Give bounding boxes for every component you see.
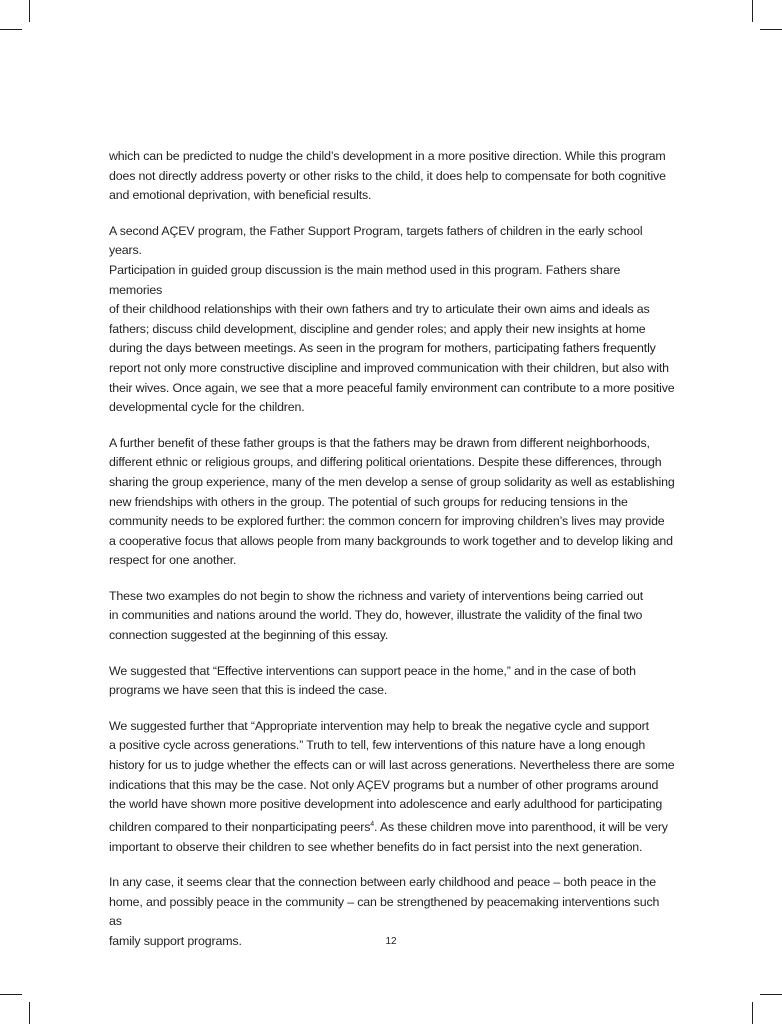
paragraph: A further benefit of these father groups is that the fathers may be drawn from different neighborhoods, different ethnic or religious groups, and differing political orientations. Despite these differences, through sharing the group experience, many of the men develop a sense of group solidarity as well as establishing new friendships with others in the group. The potential of such groups for reducing tensions in the community needs to be explored further: the common concern for improving children’s lives may provide a cooperative focus that allows people from many backgrounds to work together and to develop liking and respect for one another. <box>109 435 675 568</box>
paragraph: In any case, it seems clear that the connection between early childhood and peace – both peace in the home, and possibly peace in the community – can be strengthened by peacemaking interventions such as family support programs. <box>109 875 660 948</box>
crop-mark-bottom-right-vertical <box>752 1002 753 1024</box>
paragraph: which can be predicted to nudge the child’s development in a more positive direction. While this program does not directly address poverty or other risks to the child, it does help to compensate for both cognitive and emotional deprivation, with beneficial results. <box>109 149 666 203</box>
paragraph: These two examples do not begin to show the richness and variety of interventions being carried out in communities and nations around the world. They do, however, illustrate the validity of the final two connection suggested at the beginning of this essay. <box>109 588 644 643</box>
paragraph: A second AÇEV program, the Father Support Program, targets fathers of children in the early school years. Participation in guided group discussion is the main method used in this program. Fathers share memories of their childhood relationships with their own fathers and try to articulate their own aims and ideals as fathers; discuss child development, discipline and gender roles; and apply their new insights at home during the days between meetings. As seen in the program for mothers, participating fathers frequently report not only more constructive discipline and improved communication with their children, but also with their wives. Once again, we see that a more peaceful family environment can contribute to a more positive developmental cycle for the children. <box>109 223 675 415</box>
crop-mark-top-right-horizontal <box>760 29 782 30</box>
crop-mark-bottom-right-horizontal <box>760 994 782 995</box>
crop-mark-bottom-left-horizontal <box>0 994 22 995</box>
page-number: 12 <box>385 936 397 947</box>
paragraph: We suggested that “Effective interventions can support peace in the home,” and in the case of both programs we have seen that this is indeed the case. <box>109 663 636 698</box>
footnote-reference: 4 <box>370 820 375 828</box>
page-body <box>109 147 675 968</box>
paragraph-text: We suggested further that “Appropriate intervention may help to break the negative cycle and support a positive cycle across generations.” Truth to tell, few interventions of this nature have a long enough history for us to judge whether the effects can or will last across generations. Nevertheless there are some indications that this may be the case. Not only AÇEV programs but a number of other programs around the world have shown more positive development into adolescence and early adulthood for participating children compared to their nonparticipating peers <box>109 718 675 834</box>
crop-mark-bottom-left-vertical <box>29 1002 30 1024</box>
paragraph-with-footnote <box>109 717 675 857</box>
crop-mark-top-right-vertical <box>752 0 753 22</box>
crop-mark-top-left-horizontal <box>0 29 22 30</box>
crop-mark-top-left-vertical <box>29 0 30 22</box>
paragraph-text: . As these children move into parenthood, it will be very important to observe their children to see whether benefits do in fact persist into the next generation. <box>109 819 668 854</box>
